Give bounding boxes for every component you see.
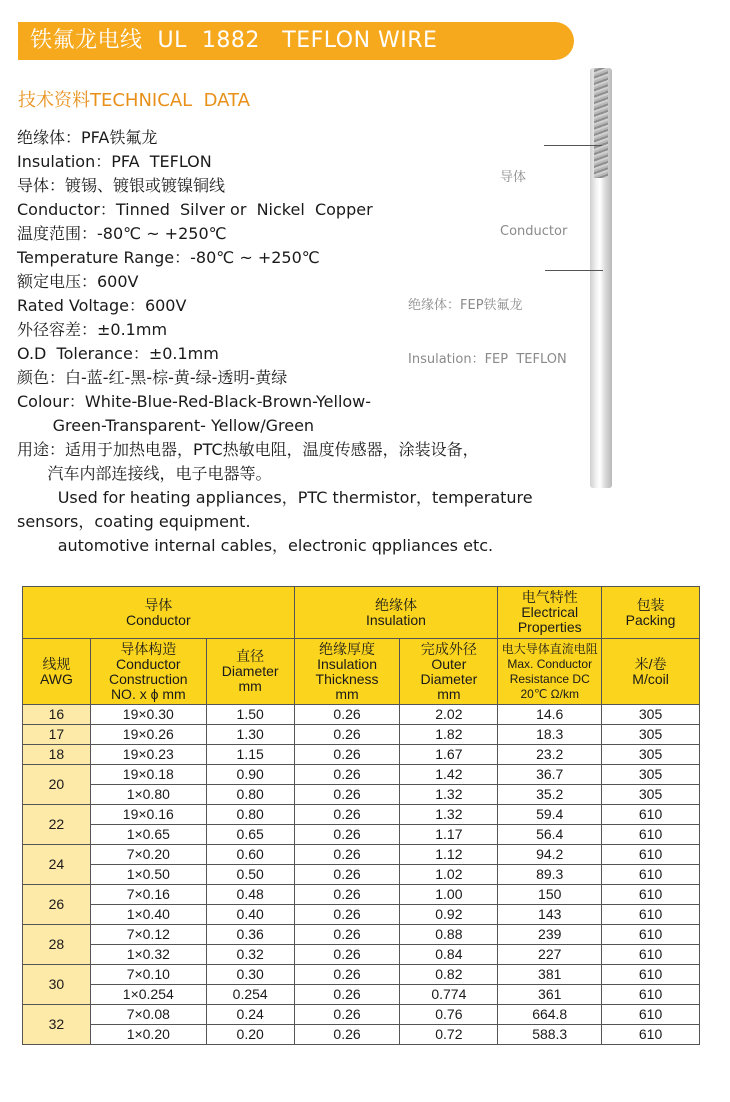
table-cell: 56.4: [498, 825, 602, 845]
header-text: 米/卷: [634, 655, 667, 672]
table-cell: 0.26: [294, 825, 400, 845]
table-cell: 0.48: [206, 885, 294, 905]
table-cell: 227: [498, 945, 602, 965]
awg-cell: 30: [23, 965, 91, 1005]
table-cell: 0.254: [206, 985, 294, 1005]
table-cell: 19×0.18: [90, 765, 206, 785]
header-text: Outer: [431, 655, 467, 672]
table-row: [23, 1025, 700, 1045]
spec-table-body: [23, 705, 700, 1045]
table-cell: 1.12: [400, 845, 498, 865]
table-cell: 1.17: [400, 825, 498, 845]
conductor-callout-label: [500, 133, 567, 259]
spec-line: 绝缘体：PFA铁氟龙: [17, 128, 158, 147]
table-cell: 0.26: [294, 885, 400, 905]
spec-line: Temperature Range：-80℃ ~ +250℃: [17, 248, 320, 267]
table-cell: 0.32: [206, 945, 294, 965]
header-text: 线规: [42, 655, 71, 672]
spec-line: O.D Tolerance：±0.1mm: [17, 344, 219, 363]
table-cell: 1.67: [400, 745, 498, 765]
header-text: mm: [437, 685, 461, 702]
header-text: M/coil: [632, 670, 669, 687]
awg-cell: 22: [23, 805, 91, 845]
table-cell: 36.7: [498, 765, 602, 785]
table-cell: 0.60: [206, 845, 294, 865]
header-text: 绝缘厚度: [319, 640, 376, 657]
spec-line: 用途：适用于加热电器，PTC热敏电阻，温度传感器，涂装设备，: [17, 440, 479, 459]
table-row: [23, 1005, 700, 1025]
table-cell: 19×0.16: [90, 805, 206, 825]
table-cell: 361: [498, 985, 602, 1005]
table-cell: 0.26: [294, 945, 400, 965]
table-cell: 0.26: [294, 985, 400, 1005]
table-cell: 588.3: [498, 1025, 602, 1045]
col-header-diameter: [206, 639, 294, 705]
awg-cell: 32: [23, 1005, 91, 1045]
table-cell: 381: [498, 965, 602, 985]
table-cell: 0.20: [206, 1025, 294, 1045]
table-cell: 664.8: [498, 1005, 602, 1025]
table-cell: 610: [602, 945, 700, 965]
header-text: 绝缘体: [374, 596, 417, 613]
table-cell: 7×0.16: [90, 885, 206, 905]
table-cell: 0.82: [400, 965, 498, 985]
header-text: Electrical: [521, 604, 579, 620]
table-cell: 0.36: [206, 925, 294, 945]
spec-table: [22, 586, 700, 1045]
table-cell: 7×0.20: [90, 845, 206, 865]
table-row: [23, 945, 700, 965]
awg-cell: 17: [23, 725, 91, 745]
table-cell: 1.30: [206, 725, 294, 745]
header-text: AWG: [39, 670, 73, 687]
table-cell: 610: [602, 925, 700, 945]
table-cell: 610: [602, 825, 700, 845]
table-cell: 0.90: [206, 765, 294, 785]
table-cell: 0.26: [294, 965, 400, 985]
table-cell: 0.26: [294, 725, 400, 745]
spec-line: 温度范围：-80℃ ~ +250℃: [17, 224, 227, 243]
table-cell: 305: [602, 765, 700, 785]
table-cell: 59.4: [498, 805, 602, 825]
header-text: 导体: [144, 596, 173, 613]
table-cell: 0.88: [400, 925, 498, 945]
header-text: Max. Conductor: [507, 656, 593, 671]
table-row: [23, 725, 700, 745]
table-cell: 14.6: [498, 705, 602, 725]
table-cell: 0.92: [400, 905, 498, 925]
insulation-callout-label: [408, 261, 567, 387]
table-cell: 0.26: [294, 1025, 400, 1045]
group-header-packing: [602, 587, 700, 639]
col-header-awg: [23, 639, 91, 705]
awg-cell: 18: [23, 745, 91, 765]
awg-cell: 16: [23, 705, 91, 725]
table-cell: 1×0.65: [90, 825, 206, 845]
table-row: [23, 825, 700, 845]
awg-cell: 20: [23, 765, 91, 805]
group-header-conductor: [23, 587, 295, 639]
table-cell: 610: [602, 885, 700, 905]
table-cell: 0.40: [206, 905, 294, 925]
table-cell: 0.80: [206, 785, 294, 805]
table-cell: 0.76: [400, 1005, 498, 1025]
spec-line: automotive internal cables，electronic qppliances etc.: [17, 536, 494, 555]
table-cell: 0.26: [294, 905, 400, 925]
table-row: [23, 845, 700, 865]
header-text: Insulation: [317, 655, 377, 672]
table-cell: 0.80: [206, 805, 294, 825]
awg-cell: 24: [23, 845, 91, 885]
header-text: Thickness: [315, 670, 379, 687]
table-cell: 0.26: [294, 785, 400, 805]
table-cell: 1×0.20: [90, 1025, 206, 1045]
header-text: Resistance DC: [509, 671, 590, 686]
table-cell: 0.774: [400, 985, 498, 1005]
table-cell: 305: [602, 705, 700, 725]
header-text: 20℃ Ω/km: [520, 686, 579, 701]
insulation-callout-cn: 绝缘体：FEP铁氟龙: [408, 298, 523, 313]
table-cell: 610: [602, 905, 700, 925]
table-row: [23, 985, 700, 1005]
header-text: NO. x ϕ mm: [110, 685, 186, 702]
header-text: Diameter: [420, 670, 478, 687]
table-cell: 7×0.12: [90, 925, 206, 945]
table-cell: 610: [602, 865, 700, 885]
header-text: Construction: [109, 670, 188, 687]
conductor-callout-line: [544, 145, 602, 146]
teflon-wire-image: [590, 68, 612, 488]
spec-line: 额定电压：600V: [17, 272, 139, 291]
table-row: [23, 745, 700, 765]
header-text: 包装: [636, 596, 665, 613]
awg-cell: 26: [23, 885, 91, 925]
header-text: Properties: [517, 619, 582, 635]
table-cell: 143: [498, 905, 602, 925]
table-cell: 18.3: [498, 725, 602, 745]
table-cell: 305: [602, 785, 700, 805]
conductor-callout-cn: 导体: [500, 170, 527, 185]
awg-cell: 28: [23, 925, 91, 965]
table-cell: 610: [602, 845, 700, 865]
col-header-outer-diameter: [400, 639, 498, 705]
group-header-electrical: [498, 587, 602, 639]
table-cell: 1.02: [400, 865, 498, 885]
wire-conductor-core: [594, 68, 608, 178]
table-cell: 610: [602, 805, 700, 825]
table-row: [23, 925, 700, 945]
table-cell: 0.72: [400, 1025, 498, 1045]
table-cell: 0.65: [206, 825, 294, 845]
spec-line: Colour：White-Blue-Red-Black-Brown-Yellow-: [17, 392, 372, 411]
table-cell: 0.50: [206, 865, 294, 885]
header-text: Packing: [625, 611, 676, 628]
table-cell: 1.82: [400, 725, 498, 745]
table-cell: 0.26: [294, 765, 400, 785]
table-cell: 1.32: [400, 805, 498, 825]
table-row: [23, 705, 700, 725]
col-header-construction: [90, 639, 206, 705]
conductor-callout-en: Conductor: [500, 224, 568, 239]
table-cell: 610: [602, 1025, 700, 1045]
spec-line: sensors，coating equipment.: [17, 512, 251, 531]
spec-line: 外径容差：±0.1mm: [17, 320, 168, 339]
col-header-resistance: [498, 639, 602, 705]
insulation-callout-line: [545, 270, 603, 271]
table-cell: 2.02: [400, 705, 498, 725]
table-cell: 305: [602, 725, 700, 745]
table-cell: 1.15: [206, 745, 294, 765]
table-cell: 1×0.254: [90, 985, 206, 1005]
table-cell: 610: [602, 1005, 700, 1025]
table-cell: 7×0.08: [90, 1005, 206, 1025]
spec-line: Conductor：Tinned Silver or Nickel Copper: [17, 200, 373, 219]
table-row: [23, 965, 700, 985]
table-cell: 239: [498, 925, 602, 945]
header-text: 导体构造: [120, 640, 177, 657]
table-cell: 0.26: [294, 705, 400, 725]
table-row: [23, 865, 700, 885]
table-cell: 19×0.23: [90, 745, 206, 765]
table-row: [23, 765, 700, 785]
table-cell: 0.26: [294, 745, 400, 765]
table-cell: 1×0.40: [90, 905, 206, 925]
page-banner-title: 铁氟龙电线 UL 1882 TEFLON WIRE: [18, 22, 574, 60]
table-row: [23, 785, 700, 805]
table-cell: 94.2: [498, 845, 602, 865]
table-cell: 0.26: [294, 845, 400, 865]
header-text: Insulation: [365, 611, 426, 628]
header-text: Conductor: [116, 655, 181, 672]
table-row: [23, 905, 700, 925]
table-cell: 1×0.80: [90, 785, 206, 805]
spec-line: Insulation：PFA TEFLON: [17, 152, 212, 171]
insulation-callout-en: Insulation：FEP TEFLON: [408, 352, 567, 367]
header-text: mm: [238, 678, 262, 694]
table-cell: 0.26: [294, 925, 400, 945]
table-cell: 89.3: [498, 865, 602, 885]
table-cell: 0.24: [206, 1005, 294, 1025]
table-cell: 19×0.30: [90, 705, 206, 725]
table-cell: 35.2: [498, 785, 602, 805]
col-header-packing: [602, 639, 700, 705]
table-row: [23, 805, 700, 825]
table-cell: 0.84: [400, 945, 498, 965]
spec-line: 汽车内部连接线，电子电器等。: [17, 464, 272, 483]
header-text: 电气特性: [521, 589, 578, 605]
table-cell: 610: [602, 985, 700, 1005]
table-cell: 0.26: [294, 1005, 400, 1025]
header-text: 完成外径: [420, 640, 477, 657]
table-cell: 150: [498, 885, 602, 905]
table-cell: 1×0.50: [90, 865, 206, 885]
table-cell: 23.2: [498, 745, 602, 765]
header-text: mm: [335, 685, 359, 702]
spec-line: 颜色：白-蓝-红-黑-棕-黄-绿-透明-黄绿: [17, 368, 288, 387]
table-cell: 0.30: [206, 965, 294, 985]
group-header-insulation: [294, 587, 498, 639]
table-cell: 19×0.26: [90, 725, 206, 745]
table-cell: 1.50: [206, 705, 294, 725]
spec-line: Used for heating appliances，PTC thermistor，temperature: [17, 488, 533, 507]
section-title: 技术资料TECHNICAL DATA: [18, 90, 250, 111]
header-text: Diameter: [221, 663, 279, 679]
spec-line: 导体：镀锡、镀银或镀镍铜线: [17, 176, 226, 195]
header-text: Conductor: [126, 611, 191, 628]
table-cell: 0.26: [294, 805, 400, 825]
table-cell: 1.42: [400, 765, 498, 785]
table-cell: 1.00: [400, 885, 498, 905]
table-cell: 1×0.32: [90, 945, 206, 965]
header-text: 直径: [236, 648, 265, 664]
spec-line: Rated Voltage：600V: [17, 296, 187, 315]
table-cell: 610: [602, 965, 700, 985]
spec-line: Green-Transparent- Yellow/Green: [17, 416, 315, 435]
table-cell: 1.32: [400, 785, 498, 805]
table-cell: 305: [602, 745, 700, 765]
col-header-thickness: [294, 639, 400, 705]
table-row: [23, 885, 700, 905]
table-cell: 7×0.10: [90, 965, 206, 985]
table-cell: 0.26: [294, 865, 400, 885]
header-text: 电大导体直流电阻: [501, 641, 598, 656]
